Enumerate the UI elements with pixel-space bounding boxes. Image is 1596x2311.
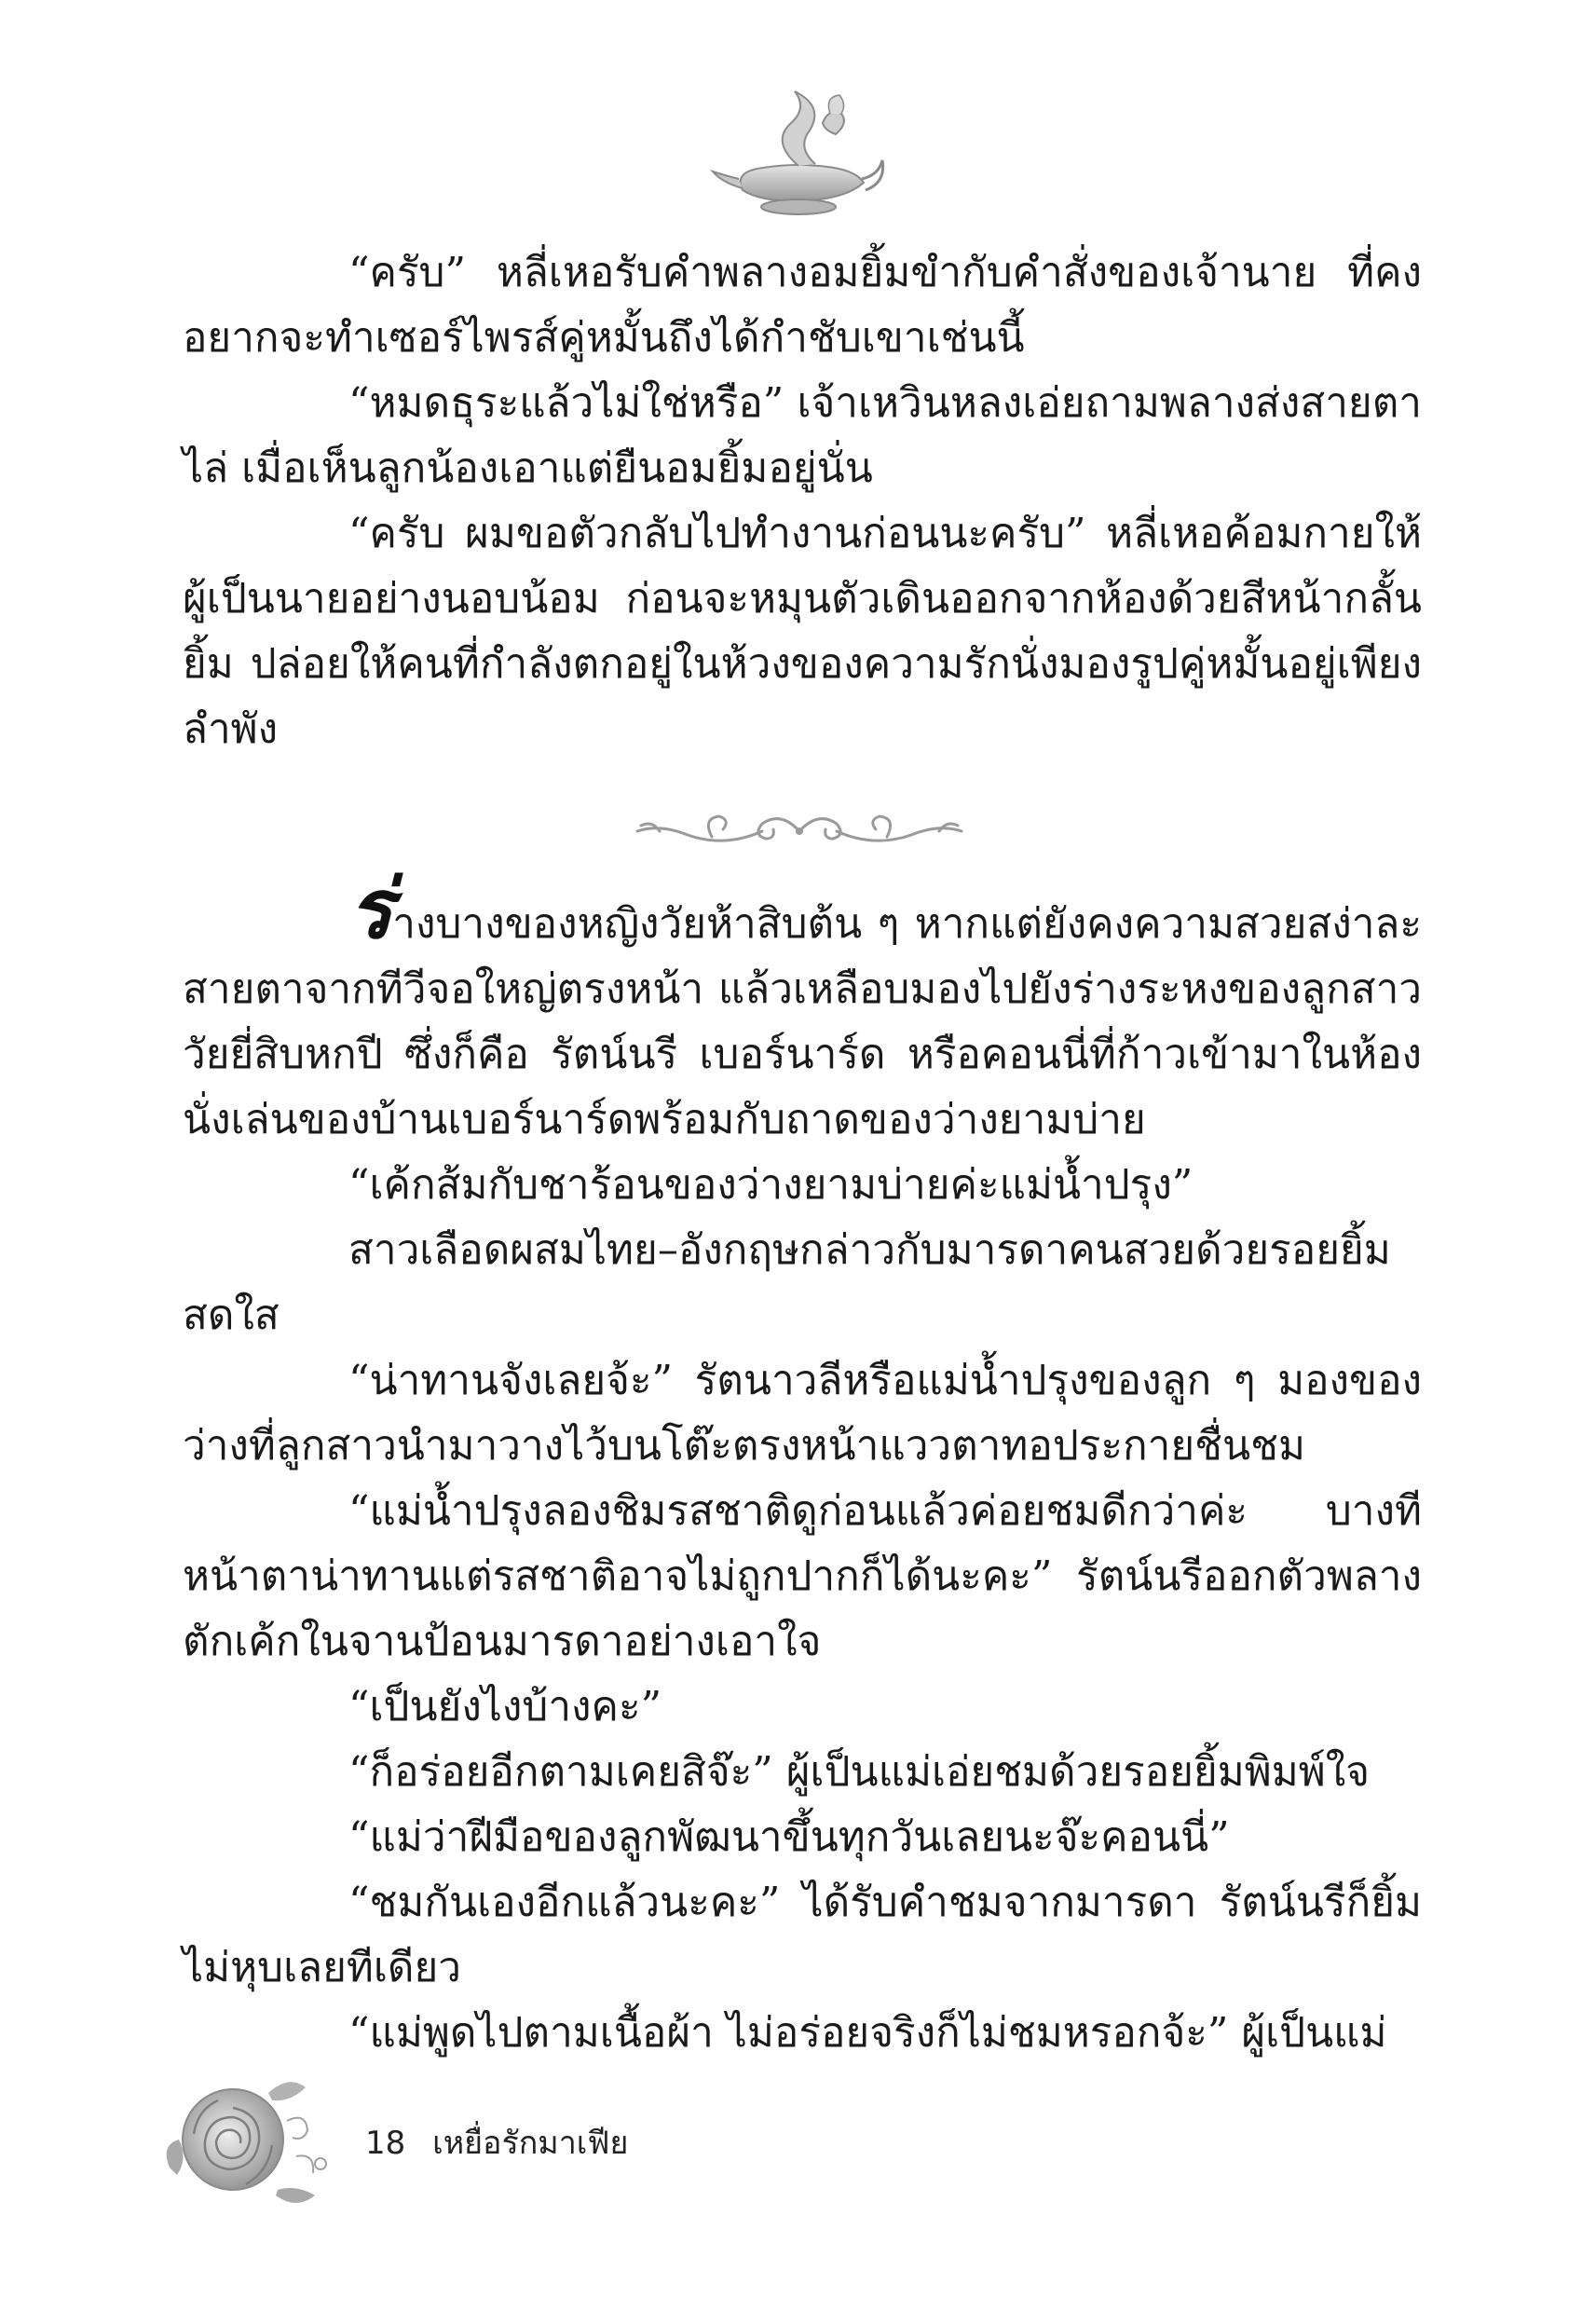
paragraph: สาวเลือดผสมไทย–อังกฤษกล่าวกับมารดาคนสวยด้วยรอยยิ้มสดใส [183, 1226, 1391, 1339]
paragraph-text: างบางของหญิงวัยห้าสิบต้น ๆ หากแต่ยังคงความสวยสง่าละสายตาจากทีวีจอใหญ่ตรงหน้า แล้วเหลือบมองไปยังร่างระหงของลูกสาววัยยี่สิบหกปี ซึ่งก็คือ รัตน์นรี เบอร์นาร์ด หรือคอนนี่ที่ก้าวเข้ามาในห้องนั่งเล่นของบ้านเบอร์นาร์ดพร้อมกับถาดของว่างยามบ่าย [183, 900, 1422, 1143]
paragraph: “แม่น้ำปรุงลองชิมรสชาติดูก่อนแล้วค่อยชมดีกว่าค่ะ บางทีหน้าตาน่าทานแต่รสชาติอาจไม่ถูกปากก็ได้นะคะ” รัตน์นรีออกตัวพลางตักเค้กในจานป้อนมารดาอย่างเอาใจ [183, 1487, 1422, 1665]
drop-cap: ร่ [348, 860, 393, 957]
paragraph: “หมดธุระแล้วไม่ใช่หรือ” เจ้าเหวินหลงเอ่ยถามพลางส่งสายตาไล่ เมื่อเห็นลูกน้องเอาแต่ยืนอมยิ้มอยู่นั่น [183, 379, 1422, 492]
paragraph: “แม่พูดไปตามเนื้อผ้า ไม่อร่อยจริงก็ไม่ชมหรอกจ้ะ” ผู้เป็นแม่ [348, 2009, 1387, 2057]
paragraph: “ชมกันเองอีกแล้วนะคะ” ได้รับคำชมจากมารดา รัตน์นรีก็ยิ้มไม่หุบเลยทีเดียว [183, 1879, 1422, 1991]
paragraph: “ครับ” หลี่เหอรับคำพลางอมยิ้มขำกับคำสั่งของเจ้านาย ที่คงอยากจะทำเซอร์ไพรส์คู่หมั้นถึงได้กำชับเขาเช่นนี้ [183, 249, 1422, 362]
page-number: 18 [365, 2125, 406, 2162]
genie-lamp-icon [705, 86, 892, 226]
paragraph: “แม่ว่าฝีมือของลูกพัฒนาขึ้นทุกวันเลยนะจ๊ะคอนนี่” [348, 1813, 1230, 1861]
text-block-upper [183, 240, 1422, 762]
paragraph: “เป็นยังไงบ้างคะ” [348, 1683, 662, 1730]
paragraph: “เค้กส้มกับชาร้อนของว่างยามบ่ายค่ะแม่น้ำปรุง” [348, 1161, 1194, 1209]
book-title: เหยื่อรักมาเฟีย [432, 2125, 629, 2162]
text-block-lower [183, 860, 1422, 2066]
flourish-divider-icon [622, 803, 976, 859]
page-footer [365, 2117, 628, 2167]
paragraph: “ครับ ผมขอตัวกลับไปทำงานก่อนนะครับ” หลี่เหอค้อมกายให้ผู้เป็นนายอย่างนอบน้อม ก่อนจะหมุนตัวเดินออกจากห้องด้วยสีหน้ากลั้นยิ้ม ปล่อยให้คนที่กำลังตกอยู่ในห้วงของความรักนั่งมองรูปคู่หมั้นอยู่เพียงลำพัง [183, 510, 1422, 753]
paragraph: “น่าทานจังเลยจ้ะ” รัตนาวลีหรือแม่น้ำปรุงของลูก ๆ มองของว่างที่ลูกสาวนำมาวางไว้บนโต๊ะตรงหน้าแววตาทอประกายชื่นชม [183, 1357, 1422, 1470]
paragraph: “ก็อร่อยอีกตามเคยสิจ๊ะ” ผู้เป็นแม่เอ่ยชมด้วยรอยยิ้มพิมพ์ใจ [348, 1748, 1371, 1796]
rose-flower-icon [157, 2056, 334, 2223]
paragraph-with-dropcap [183, 860, 1422, 1153]
